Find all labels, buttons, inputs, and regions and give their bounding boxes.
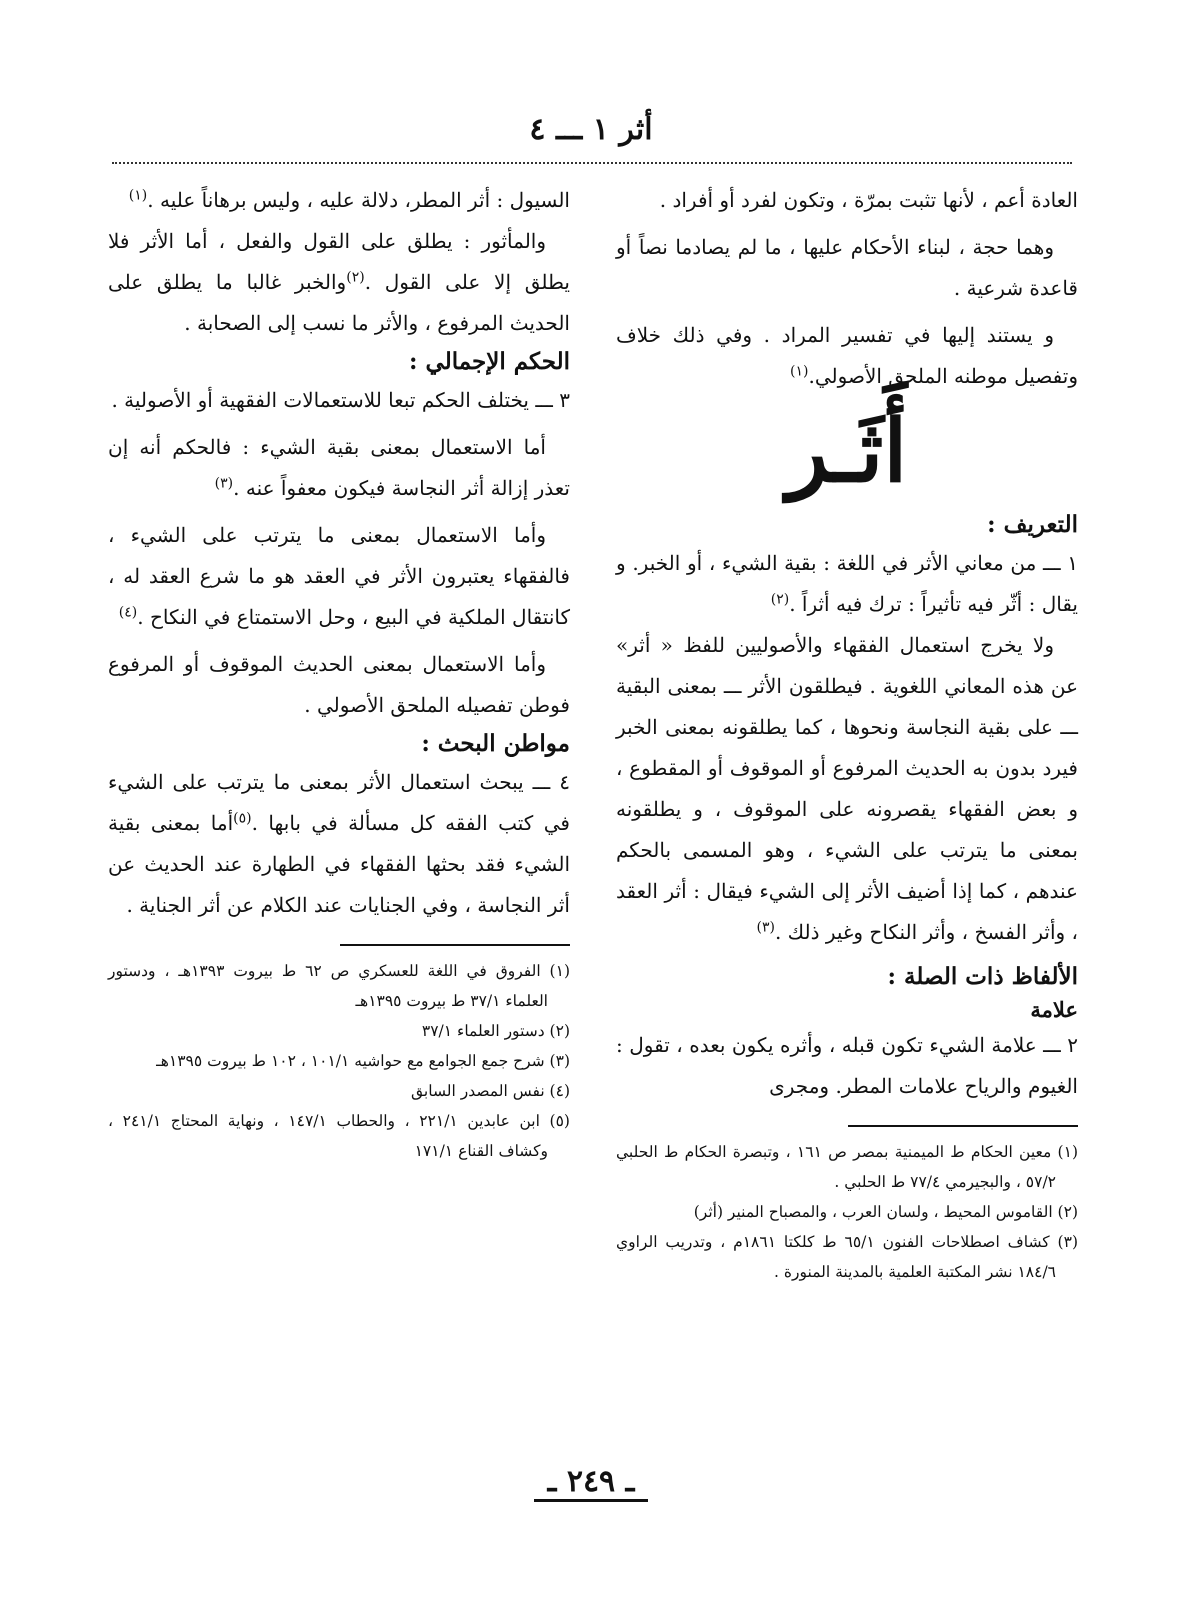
footnote: (٢) القاموس المحيط ، ولسان العرب ، والمصباح المنير (أثر) (693, 1203, 1078, 1221)
header-dotted-rule (112, 162, 1072, 164)
footnote-ref: (١) (790, 363, 809, 380)
paragraph: و يستند إليها في تفسير المراد . وفي ذلك خلاف وتفصيل موطنه الملحق الأصولي.$^{(١)}$ (616, 323, 1078, 388)
left-column (108, 180, 570, 1166)
footnote: (٤) نفس المصدر السابق (410, 1082, 570, 1100)
footnote: (٣) شرح جمع الجوامع مع حواشيه ١٠١/١ ، ١٠٢ ط بيروت ١٣٩٥هـ (156, 1052, 570, 1070)
paragraph: وأما الاستعمال بمعنى الحديث الموقوف أو المرفوع فوطن تفصيله الملحق الأصولي . (108, 652, 570, 717)
footnote: (٥) ابن عابدين ٢٢١/١ ، والحطاب ١٤٧/١ ، ونهاية المحتاج ٢٤١/١ ، وكشاف القناع ١٧١/١ (108, 1112, 570, 1160)
footnote-ref: (٥) (233, 810, 252, 827)
footnotes (108, 956, 570, 1166)
subheading-sign: علامة (1030, 997, 1078, 1022)
paragraph: وهما حجة ، لبناء الأحكام عليها ، ما لم يصادما نصاً أو قاعدة شرعية . (616, 235, 1078, 300)
footnote-ref: (١) (128, 187, 148, 204)
paragraph: ٢ ـــ علامة الشيء تكون قبله ، وأثره يكون بعده ، تقول : الغيوم والرياح علامات المطر. ومجرى (616, 1033, 1078, 1098)
footnote-ref: (٣) (214, 475, 234, 492)
paragraph: السيول : أثر المطر، دلالة عليه ، وليس برهاناً عليه .$^{(١)}$ (128, 187, 570, 212)
footnote-ref: (٤) (118, 604, 138, 621)
paragraph: ٣ ـــ يختلف الحكم تبعا للاستعمالات الفقهية أو الأصولية . (111, 388, 570, 412)
paragraph: ١ ـــ من معاني الأثر في اللغة : بقية الشيء ، أو الخبر. و يقال : أثّر فيه تأثيراً : ترك فيه أثراً .$^{(٢)}$ (616, 551, 1078, 616)
section-heading-general-ruling: الحكم الإجمالي : (409, 348, 570, 375)
footnote-rule (848, 1125, 1078, 1127)
right-column (616, 180, 1078, 1287)
footnote-rule (340, 944, 570, 946)
footnote: (٣) كشاف اصطلاحات الفنون ٦٥/١ ط كلكتا ١٨٦١م ، وتدريب الراوي ١٨٤/٦ نشر المكتبة العلمية بالمدينة المنورة . (616, 1233, 1078, 1281)
section-heading-definition: التعريف : (987, 511, 1078, 538)
entry-title: أَثَـر (786, 401, 908, 502)
paragraph: والمأثور : يطلق على القول والفعل ، أما الأثر فلا يطلق إلا على القول .$^{(٢)}$والخبر غالبا ما يطلق على الحديث المرفوع ، والأثر ما نسب إلى الصحابة . (108, 229, 570, 335)
section-heading-related-terms: الألفاظ ذات الصلة : (887, 963, 1078, 990)
paragraph: ولا يخرج استعمال الفقهاء والأصوليين للفظ « أثر» عن هذه المعاني اللغوية . فيطلقون الأثر ـــ بمعنى البقية ـــ على بقية النجاسة ونحوها ، كما يطلقونه بمعنى الخبر فيرد بدون به الحديث المرفوع أو الموقوف أو المقطوع ، و بعض الفقهاء يقصرونه على الموقوف ، و يطلقونه بمعنى ما يترتب على الشيء ، وهو المسمى بالحكم عندهم ، كما إذا أضيف الأثر إلى الشيء فيقال : أثر العقد ، وأثر الفسخ ، وأثر النكاح وغير ذلك .$^{(٣)}$ (616, 633, 1078, 944)
footnote: (١) معين الحكام ط الميمنية بمصر ص ١٦١ ، وتبصرة الحكام ط الحلبي ٥٧/٢ ، والبجيرمي ٧٧/٤ ط الحلبي . (616, 1143, 1078, 1191)
paragraph: ٤ ـــ يبحث استعمال الأثر بمعنى ما يترتب على الشيء في كتب الفقه كل مسألة في بابها .$^{(٥)}$أما بمعنى بقية الشيء فقد بحثها الفقهاء في الطهارة عند الحديث عن أثر النجاسة ، وفي الجنايات عند الكلام عن أثر الجناية . (108, 770, 570, 917)
page-number: ـ ٢٤٩ ـ (0, 1464, 1182, 1499)
footnote: (٢) دستور العلماء ٣٧/١ (421, 1022, 570, 1040)
footnote-ref: (٣) (756, 919, 775, 936)
footnote-ref: (٢) (346, 269, 365, 286)
running-head: أثر ١ ـــ ٤ (529, 112, 653, 147)
footnote-ref: (٢) (770, 591, 790, 608)
paragraph: العادة أعم ، لأنها تثبت بمرّة ، وتكون لفرد أو أفراد . (659, 188, 1078, 212)
footnote: (١) الفروق في اللغة للعسكري ص ٦٢ ط بيروت ١٣٩٣هـ ، ودستور العلماء ٣٧/١ ط بيروت ١٣٩٥هـ (108, 962, 570, 1010)
section-heading-research-places: مواطن البحث : (421, 730, 570, 757)
paragraph: وأما الاستعمال بمعنى ما يترتب على الشيء ، فالفقهاء يعتبرون الأثر في العقد هو ما شرع العقد له ، كانتقال الملكية في البيع ، وحل الاستمتاع في النكاح .$^{(٤)}$ (108, 523, 570, 629)
footnotes (616, 1137, 1078, 1287)
paragraph: أما الاستعمال بمعنى بقية الشيء : فالحكم أنه إن تعذر إزالة أثر النجاسة فيكون معفواً عنه .$^{(٣)}$ (108, 435, 570, 500)
